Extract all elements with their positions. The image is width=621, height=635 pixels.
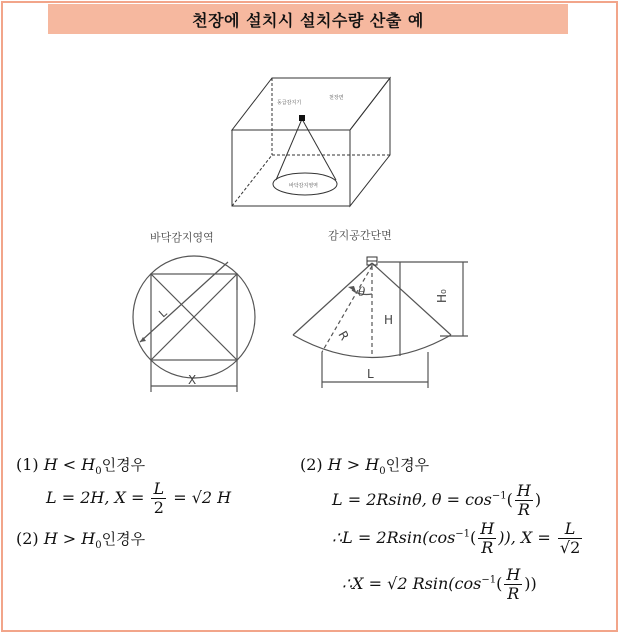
case2b-eq3-end: )) — [524, 574, 537, 593]
case2b-eq1-fraction — [515, 482, 533, 519]
case2b-eq2-x-fraction — [558, 520, 582, 557]
case2b-eq2-frac-num: H — [480, 519, 495, 538]
box-label-ceiling: 천장면 — [329, 95, 344, 101]
floor-area-figure — [133, 256, 255, 392]
case1-equation — [46, 480, 231, 517]
sensor-marker — [299, 115, 305, 121]
caption-section: 감지공간단면 — [328, 229, 392, 242]
case2a-heading — [16, 528, 145, 551]
case1-frac-den: 2 — [153, 498, 164, 517]
label-X: X — [188, 373, 197, 387]
case2b-eq1-frac-den: R — [517, 500, 530, 519]
case2b-eq1-frac-num: H — [516, 481, 531, 500]
label-H: H — [384, 313, 394, 327]
box-label-sensor: 동급감지기 — [277, 100, 302, 106]
cone-right-edge — [302, 119, 336, 180]
case2b-eq3-frac-den: R — [507, 584, 520, 603]
label-L-floor: L — [156, 306, 170, 321]
case1-heading — [16, 454, 145, 477]
case2a-number: (2) — [16, 529, 39, 548]
label-H0: H₀ — [435, 289, 449, 303]
label-R: R — [335, 328, 352, 343]
case1-condition: H < H — [43, 455, 96, 474]
section-figure — [293, 262, 468, 388]
case2b-eq2-sup: −1 — [455, 528, 471, 540]
cone-left-edge — [276, 119, 302, 180]
caption-floor-area: 바닥감지영역 — [150, 231, 214, 244]
case2a-condition: H > H — [43, 529, 96, 548]
case1-frac-num: L — [153, 479, 165, 498]
case1-subscript: 0 — [95, 466, 102, 478]
case2b-subscript: 0 — [379, 466, 386, 478]
case2a-korean: 인경우 — [101, 530, 146, 548]
case2b-eq3-sup: −1 — [481, 574, 497, 586]
theta-arrow — [348, 286, 356, 292]
case1-fraction — [151, 480, 166, 517]
case2b-eq3-fraction — [504, 566, 522, 603]
box-top-face — [232, 78, 390, 130]
case2b-eq2-mid: )), X = — [498, 528, 556, 547]
case2b-eq3-left: ∴X = √2 Rsin(cos — [342, 574, 482, 593]
case2b-eq2-frac-den: R — [481, 538, 494, 557]
case2b-number: (2) — [300, 455, 323, 474]
case2b-equation-2: ∴L = $2Rsin(\cos^{-1}$( $\frac{H}{R}$ )), X = $\frac{L}{√2}$ — [332, 519, 581, 557]
case2b-eq2-left: ∴L = 2Rsin(cos — [332, 528, 456, 547]
case1-korean: 인경우 — [101, 456, 146, 474]
label-theta: θ — [358, 285, 366, 299]
box-hidden-edge-1 — [232, 155, 272, 206]
box-front-face — [232, 130, 350, 206]
case2b-equation-3: ∴X = √2 $Rsin(\cos^{-1}$( $\frac{H}{R}$ )) — [342, 565, 537, 603]
case2a-subscript: 0 — [95, 540, 102, 552]
radius-R-line — [322, 266, 372, 352]
case2b-korean: 인경우 — [385, 456, 430, 474]
label-L-section: L — [367, 367, 374, 381]
case1-number: (1) — [16, 455, 39, 474]
box-side-face — [350, 78, 390, 206]
page-title: 천장에 설치시 설치수량 산출 예 — [192, 10, 424, 30]
case2b-condition: H > H — [327, 455, 380, 474]
case2b-eq3-frac-num: H — [506, 565, 521, 584]
case2b-equation-1: L = 2Rsinθ, $\theta = \cos^{-1}$( $\frac{H}{R}$ ) — [332, 481, 542, 519]
sector-left-edge — [293, 263, 372, 335]
case2b-eq2-x-frac-num: L — [558, 520, 582, 539]
case2b-eq1-sup: −1 — [491, 490, 507, 502]
case1-eq-left: L = 2H, X = — [46, 488, 150, 507]
case2b-heading — [300, 454, 429, 477]
box-label-floor-area: 바닥감지영역 — [289, 183, 318, 189]
case1-eq-right: = √2 H — [168, 488, 232, 507]
case2b-eq2-x-frac-den: √2 — [559, 538, 581, 557]
case2b-eq1-left: L = 2Rsinθ, θ = cos — [332, 490, 492, 509]
case2b-eq2-fraction — [478, 520, 496, 557]
